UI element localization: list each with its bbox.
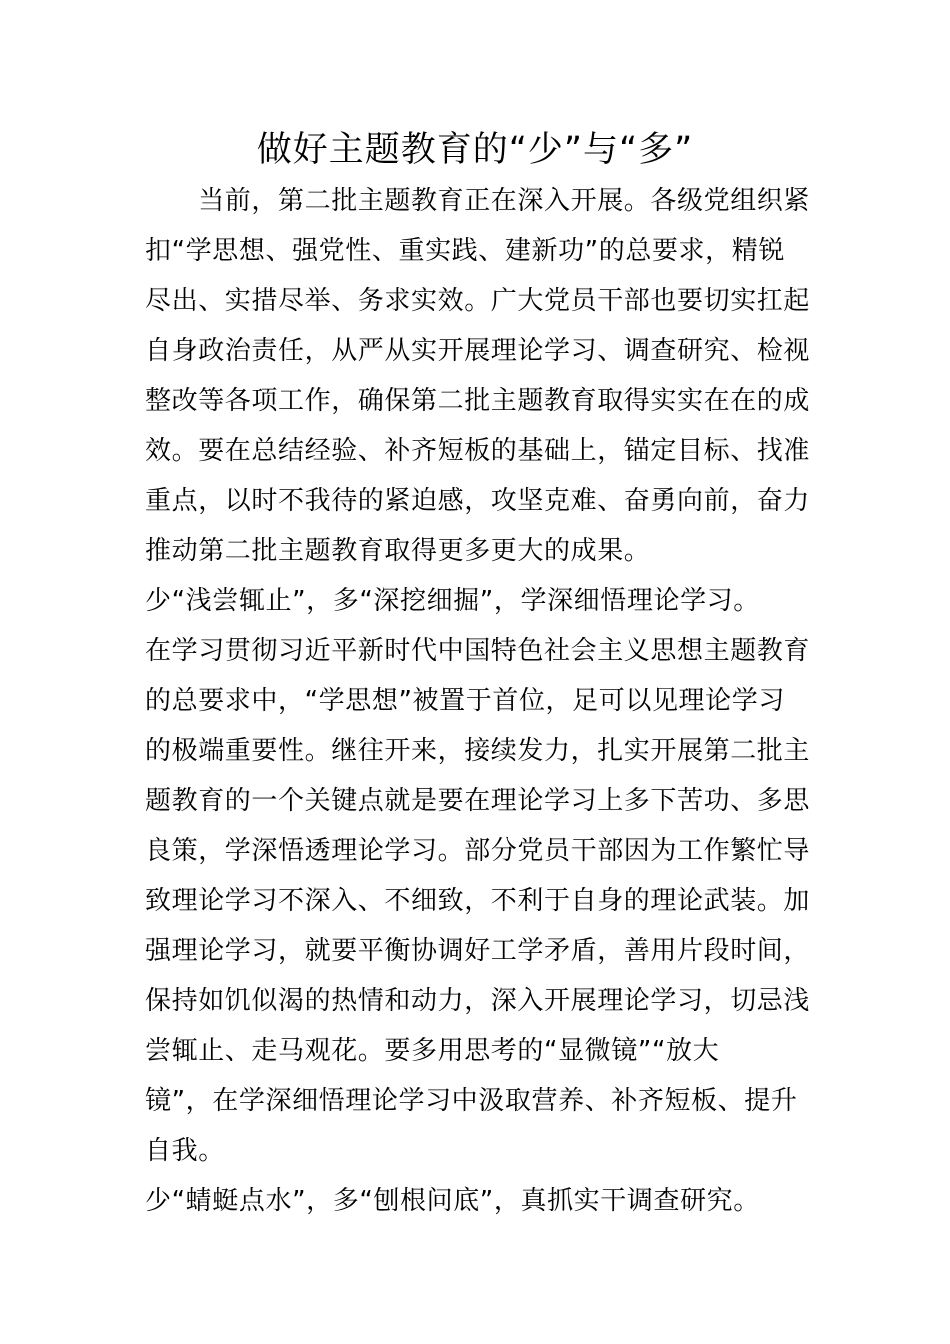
text-line: 题教育的一个关键点就是要在理论学习上多下苦功、多思 (145, 786, 811, 816)
text-line: 致理论学习不深入、不细致，不利于自身的理论武装。加 (145, 886, 811, 916)
text-line: 重点，以时不我待的紧迫感，攻坚克难、奋勇向前，奋力 (145, 486, 811, 516)
text-line: 当前，第二批主题教育正在深入开展。各级党组织紧 (145, 186, 811, 216)
document-title: 做好主题教育的“少”与“多” (256, 130, 694, 170)
text-line: 强理论学习，就要平衡协调好工学矛盾，善用片段时间， (145, 936, 811, 966)
text-line: 镜”，在学深细悟理论学习中汲取营养、补齐短板、提升 (145, 1086, 798, 1116)
text-line: 尝辄止、走马观花。要多用思考的“显微镜”“放大 (145, 1036, 720, 1066)
text-line: 自我。 (145, 1136, 225, 1166)
text-line: 整改等各项工作，确保第二批主题教育取得实实在在的成 (145, 386, 811, 416)
text-line: 的极端重要性。继往开来，接续发力，扎实开展第二批主 (145, 736, 811, 766)
text-line: 效。要在总结经验、补齐短板的基础上，锚定目标、找准 (145, 436, 811, 466)
text-line: 良策，学深悟透理论学习。部分党员干部因为工作繁忙导 (145, 836, 811, 866)
text-line: 的总要求中，“学思想”被置于首位，足可以见理论学习 (145, 686, 785, 716)
text-line: 少“蜻蜓点水”，多“刨根问底”，真抓实干调查研究。 (145, 1186, 760, 1216)
text-line: 自身政治责任，从严从实开展理论学习、调查研究、检视 (145, 336, 811, 366)
document-body (145, 176, 810, 1226)
text-line: 少“浅尝辄止”，多“深挖细掘”，学深细悟理论学习。 (145, 586, 760, 616)
text-line: 保持如饥似渴的热情和动力，深入开展理论学习，切忌浅 (145, 986, 811, 1016)
text-line: 扣“学思想、强党性、重实践、建新功”的总要求，精锐 (145, 236, 785, 266)
text-line: 尽出、实措尽举、务求实效。广大党员干部也要切实扛起 (145, 286, 811, 316)
text-line: 推动第二批主题教育取得更多更大的成果。 (145, 536, 651, 566)
text-line: 在学习贯彻习近平新时代中国特色社会主义思想主题教育 (145, 636, 811, 666)
